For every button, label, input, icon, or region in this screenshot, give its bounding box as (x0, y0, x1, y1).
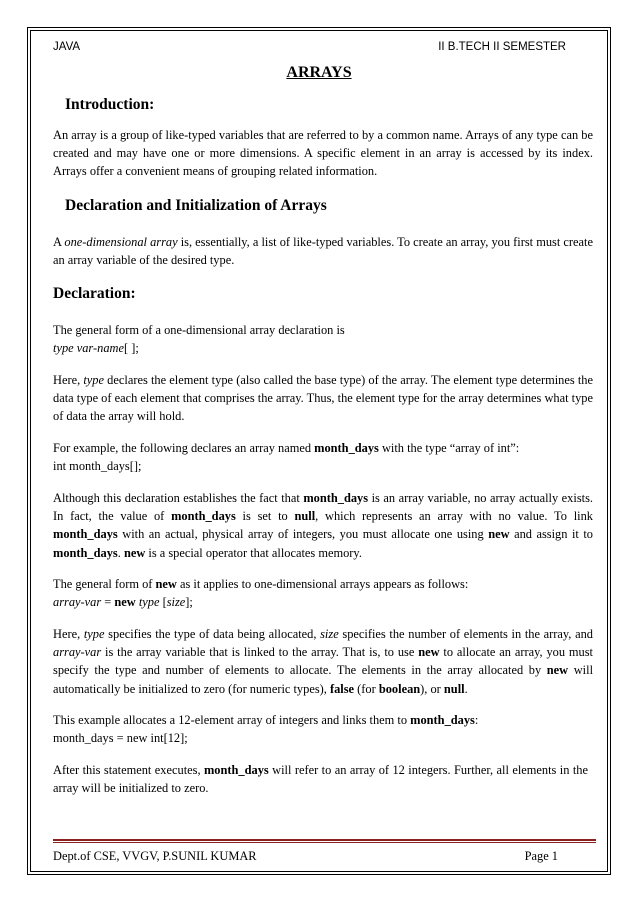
footer-divider-thin (53, 842, 596, 843)
footer-divider (53, 839, 596, 841)
new-form-code: array-var = new type [size]; (53, 595, 193, 610)
page-number: Page 1 (524, 849, 558, 863)
example2-code: month_days = new int[12]; (53, 731, 188, 746)
header-right: II B.TECH II SEMESTER (438, 41, 566, 53)
page-title: ARRAYS (286, 64, 352, 81)
new-form-paragraph: The general form of new as it applies to one-dimensional arrays appears as follows: array-var = new type [size]; (53, 575, 593, 611)
decl-init-heading: Declaration and Initialization of Arrays (65, 197, 327, 214)
example2-paragraph: This example allocates a 12-element array of integers and links them to month_days: month_days = new int[12]; (53, 711, 593, 747)
here-specifies-paragraph: Here, type specifies the type of data being allocated, size specifies the number of elements in the array, and array-var is the array variable that is linked to the array. That is, to use new to allocate an array, you must specify the type and number of elements to allocate. The elements in the array allocated by new will automatically be initialized to zero (for numeric types), false (for boolean), or null. (53, 627, 594, 696)
decl-init-paragraph: A one-dimensional array is, essentially, a list of like-typed variables. To create an array, you first must create an array variable of the desired type. (53, 235, 593, 268)
intro-heading: Introduction: (65, 96, 155, 113)
although-paragraph: Although this declaration establishes the fact that month_days is an array variable, no array actually exists. In fact, the value of month_days is set to null, which represents an array with no value. To link month_days with an actual, physical array of integers, you must allocate one using new and assign it to month_days. new is a special operator that allocates memory. (53, 491, 594, 560)
example-paragraph: For example, the following declares an array named month_days with the type “array of int”: int month_days[]; (53, 439, 593, 475)
footer-left: Dept.of CSE, VVGV, P.SUNIL KUMAR (53, 849, 257, 863)
header-left: JAVA (53, 41, 81, 53)
intro-paragraph (53, 126, 593, 181)
here-type-paragraph: Here, type declares the element type (also called the base type) of the array. The element type determines the data type of each element that comprises the array. Thus, the element type for the array determines what type of data the array will hold. (53, 373, 593, 424)
example-code: int month_days[]; (53, 459, 142, 474)
declaration-heading: Declaration: (53, 285, 136, 302)
intro-text: An array is a group of like-typed variables that are referred to by a common name. Arrays of any type can be created and may have one or more dimensions. A specific element in an array is accessed by its index. Arrays offer a convenient means of grouping related information. (53, 128, 593, 179)
after-paragraph: After this statement executes, month_days will refer to an array of 12 integers. Further, all elements in the array will be initialized to zero. (53, 763, 588, 796)
general-form-code: type var-name[ ]; (53, 341, 139, 356)
general-form-paragraph: The general form of a one-dimensional array declaration is type var-name[ ]; (53, 321, 593, 357)
